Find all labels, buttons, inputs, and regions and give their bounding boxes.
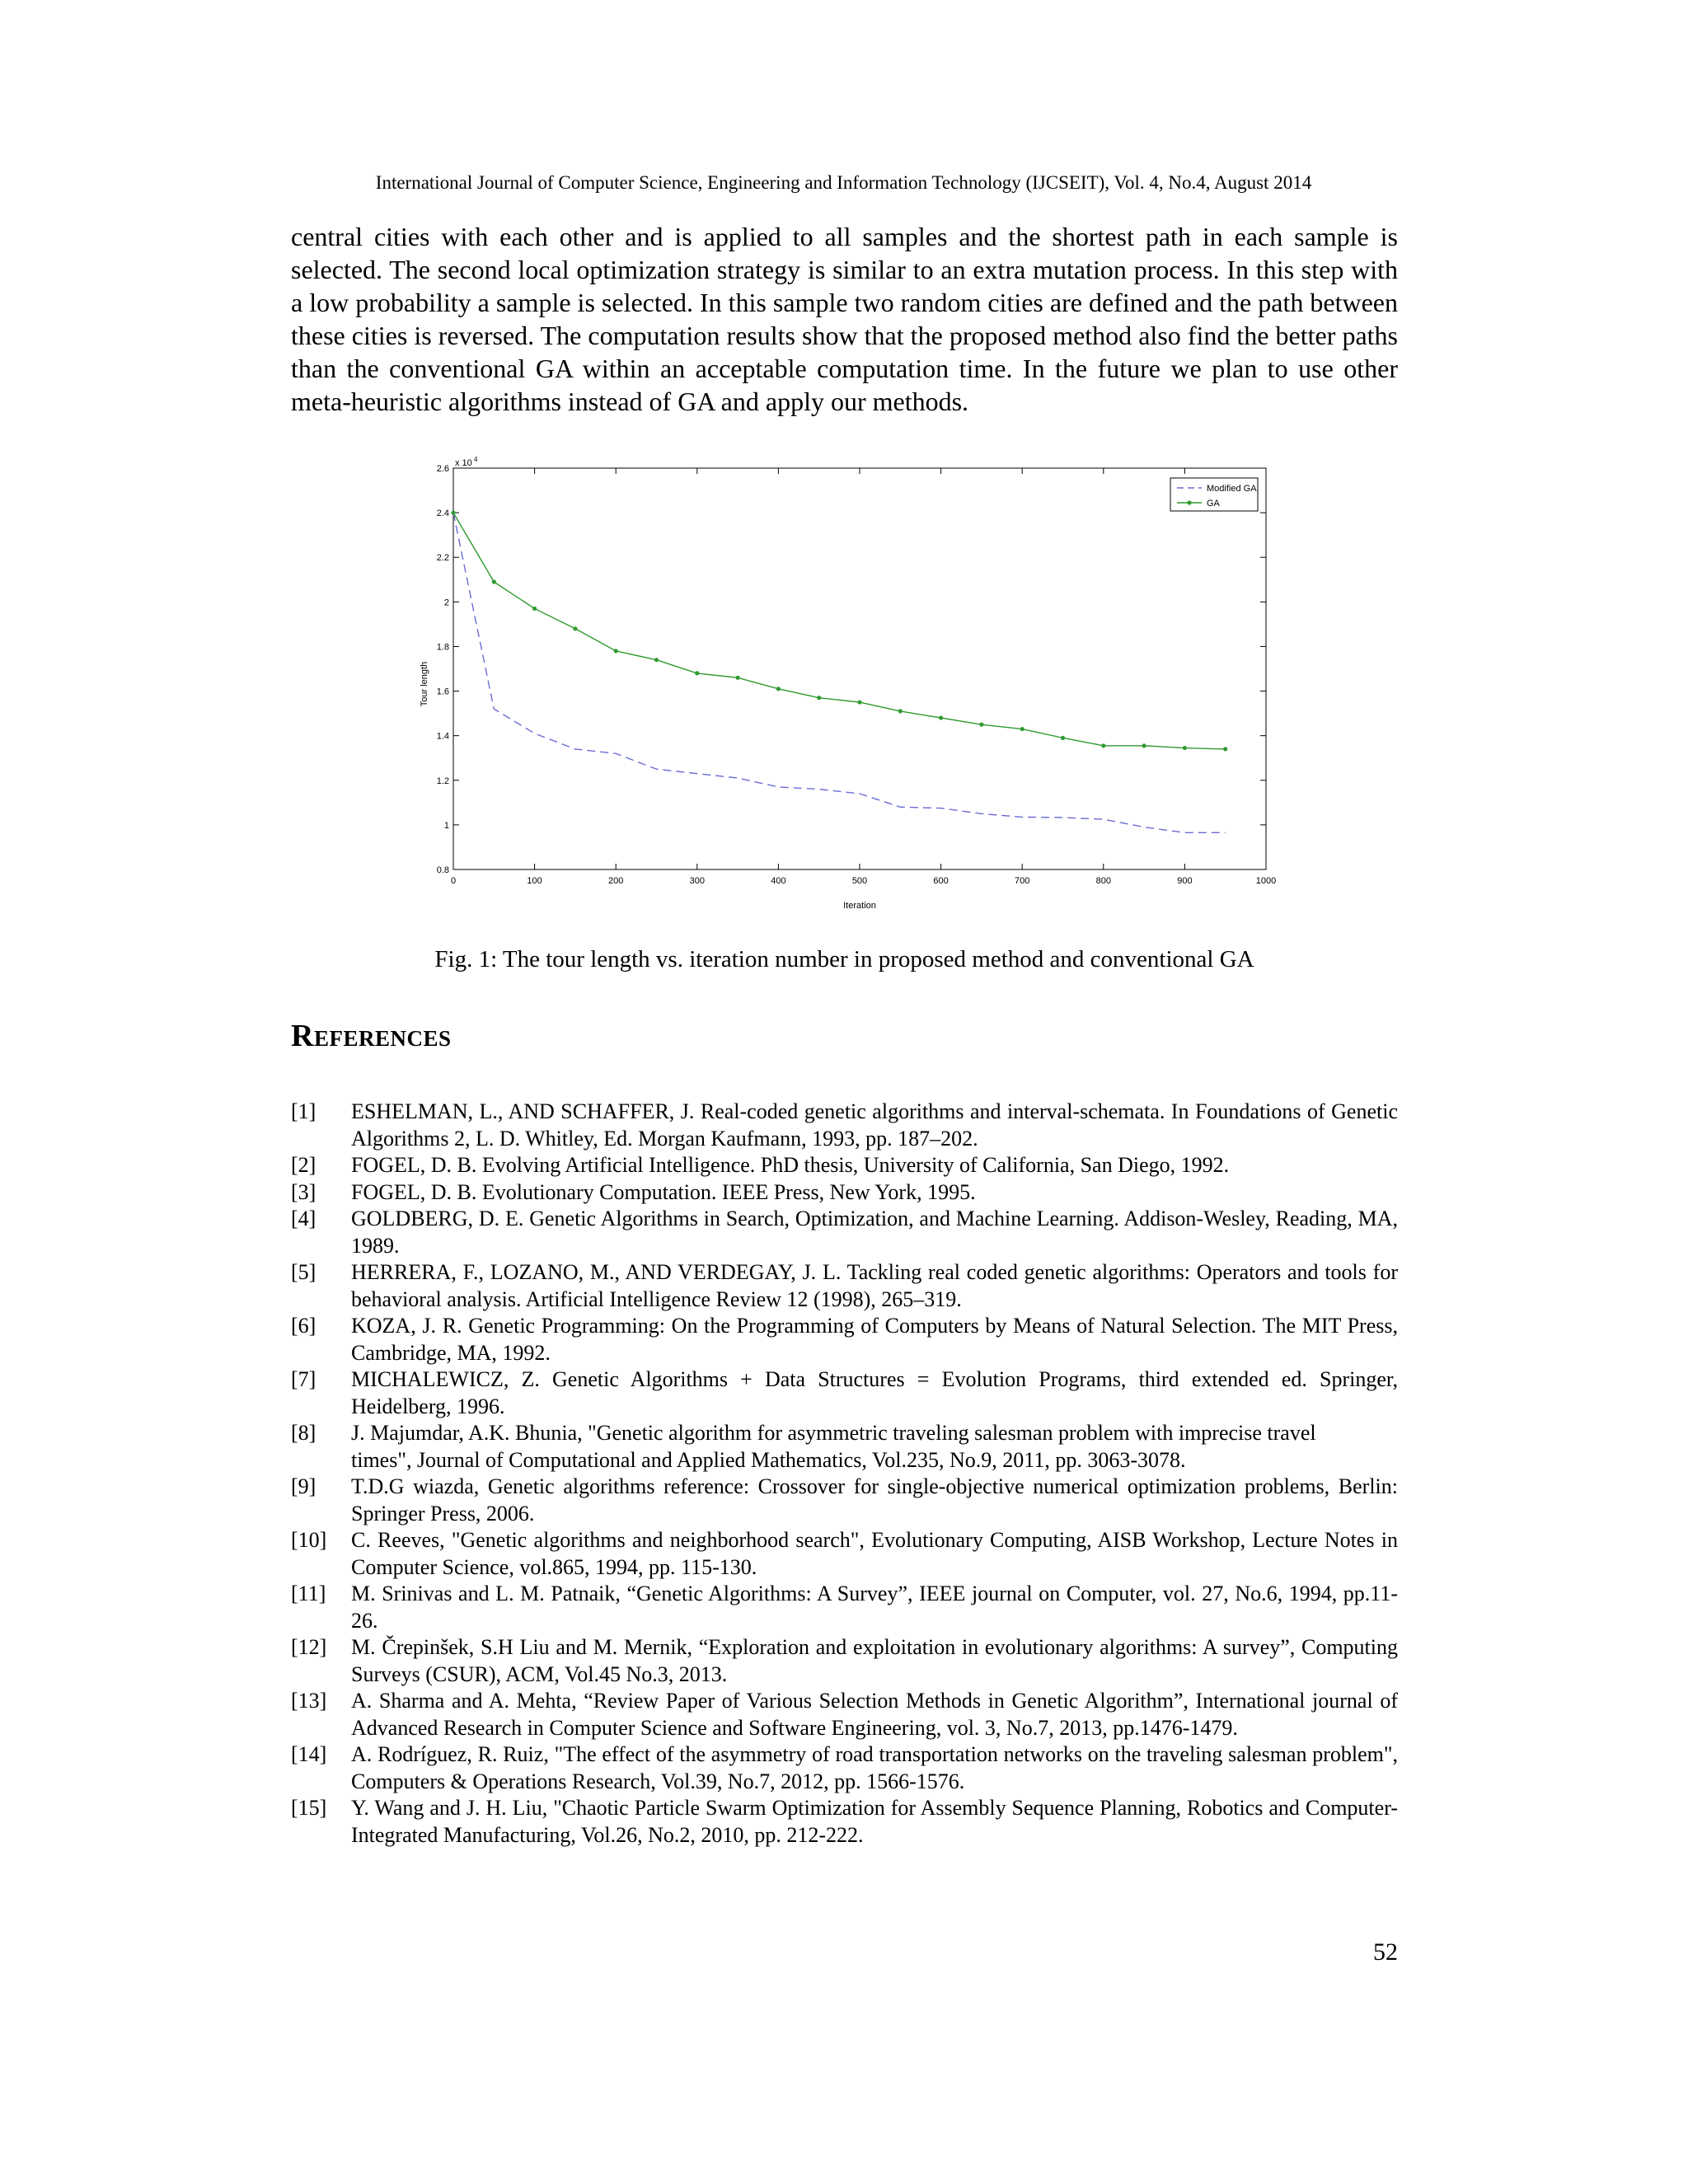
reference-text: M. Srinivas and L. M. Patnaik, “Genetic Algorithms: A Survey”, IEEE journal on Computer, vol. 27, No.6, 1994, pp.11-26. <box>351 1582 1398 1633</box>
reference-item <box>291 1259 1398 1313</box>
x-axis-label: Iteration <box>843 901 876 911</box>
reference-item <box>291 1688 1398 1741</box>
x-tick-label: 900 <box>1177 876 1193 886</box>
x-tick-label: 1000 <box>1255 876 1277 886</box>
x-tick-label: 600 <box>933 876 949 886</box>
y-tick-label: 2.6 <box>436 464 449 474</box>
reference-item <box>291 1179 1398 1207</box>
page-number: 52 <box>1373 1938 1398 1966</box>
reference-number: [4] <box>291 1207 316 1230</box>
reference-number: [14] <box>291 1742 327 1766</box>
figure-1 <box>412 456 1302 923</box>
data-point <box>817 696 821 700</box>
reference-text: M. Črepinšek, S.H Liu and M. Mernik, “Exploration and exploitation in evolutionary algorithms: A survey”, Computing Surveys (CSUR), ACM, Vol.45 No.3, 2013. <box>351 1635 1398 1686</box>
data-point <box>451 511 455 515</box>
reference-text: GOLDBERG, D. E. Genetic Algorithms in Search, Optimization, and Machine Learning. Addison-Wesley, Reading, MA, 1989. <box>351 1207 1398 1258</box>
reference-text: Y. Wang and J. H. Liu, "Chaotic Particle Swarm Optimization for Assembly Sequence Planning, Robotics and Computer-Integrated Manufacturing, Vol.26, No.2, 2010, pp. 212-222. <box>351 1796 1398 1847</box>
reference-number: [13] <box>291 1689 327 1713</box>
reference-number: [3] <box>291 1179 316 1204</box>
legend-marker-ga <box>1187 500 1191 504</box>
data-point <box>695 671 699 675</box>
data-point <box>1020 727 1025 731</box>
running-header: International Journal of Computer Science, Engineering and Information Technology (IJCSEIT), Vol. 4, No.4, August 2014 <box>375 172 1312 193</box>
data-point <box>736 676 740 680</box>
reference-number: [2] <box>291 1153 316 1177</box>
reference-text: KOZA, J. R. Genetic Programming: On the Programming of Computers by Means of Natural Selection. The MIT Press, Cambridge, MA, 1992. <box>351 1314 1398 1365</box>
data-point <box>614 649 618 653</box>
x-tick-label: 800 <box>1095 876 1111 886</box>
y-tick-label: 1.8 <box>436 642 449 653</box>
reference-number: [1] <box>291 1099 316 1123</box>
reference-number: [15] <box>291 1796 327 1820</box>
intro-paragraph: central cities with each other and is applied to all samples and the shortest path in each sample is selected. The second local optimization strategy is similar to an extra mutation process. In this step with a low probability a sample is selected. In this sample two random cities are defined and the path between these cities is reversed. The computation results show that the proposed method also find the better paths than the conventional GA within an acceptable computation time. In the future we plan to use other meta-heuristic algorithms instead of GA and apply our methods. <box>291 222 1398 416</box>
reference-text: ESHELMAN, L., AND SCHAFFER, J. Real-coded genetic algorithms and interval-schemata. In Foundations of Genetic Algorithms 2, L. D. Whitley, Ed. Morgan Kaufmann, 1993, pp. 187–202. <box>351 1099 1398 1151</box>
reference-item <box>291 1581 1398 1634</box>
x-tick-label: 300 <box>689 876 705 886</box>
reference-text: A. Sharma and A. Mehta, “Review Paper of Various Selection Methods in Genetic Algorithm”, International journal of Advanced Research in Computer Science and Software Engineering, vol. 3, No.7, 2013, pp.1476-1479. <box>351 1689 1398 1740</box>
y-tick-label: 1.6 <box>436 687 449 697</box>
x-tick-label: 700 <box>1015 876 1030 886</box>
reference-number: [7] <box>291 1367 316 1391</box>
references-heading: References <box>291 1019 452 1053</box>
y-tick-label: 1 <box>443 820 449 831</box>
reference-text-continued: times", Journal of Computational and Applied Mathematics, Vol.235, No.9, 2011, pp. 3063-3078. <box>351 1447 1186 1472</box>
plot-area <box>453 468 1266 869</box>
reference-item <box>291 1152 1398 1179</box>
y-tick-label: 2 <box>443 598 449 608</box>
data-point <box>939 715 943 719</box>
reference-number: [11] <box>291 1582 326 1605</box>
reference-number: [12] <box>291 1635 327 1659</box>
reference-number: [6] <box>291 1314 316 1338</box>
legend <box>1170 478 1258 511</box>
tour-length-chart <box>412 456 1302 923</box>
x-tick-label: 0 <box>450 876 457 886</box>
reference-text: FOGEL, D. B. Evolutionary Computation. IEEE Press, New York, 1995. <box>351 1179 976 1204</box>
reference-text: A. Rodríguez, R. Ruiz, "The effect of the asymmetry of road transportation networks on the traveling salesman problem", Computers & Operations Research, Vol.39, No.7, 2012, pp. 1566-1576. <box>351 1742 1398 1793</box>
reference-item <box>291 1420 1398 1474</box>
figure-caption: Fig. 1: The tour length vs. iteration number in proposed method and conventional GA <box>434 946 1254 972</box>
y-scale-exponent: 4 <box>474 456 478 463</box>
reference-text: HERRERA, F., LOZANO, M., AND VERDEGAY, J. L. Tackling real coded genetic algorithms: Operators and tools for behavioral analysis. Artificial Intelligence Review 12 (1998), 265–319. <box>351 1260 1398 1311</box>
data-point <box>532 607 537 611</box>
reference-item <box>291 1474 1398 1527</box>
x-tick-label: 500 <box>851 876 868 886</box>
reference-item <box>291 1527 1398 1581</box>
reference-text: MICHALEWICZ, Z. Genetic Algorithms + Data Structures = Evolution Programs, third extended ed. Springer, Heidelberg, 1996. <box>351 1367 1398 1418</box>
x-tick-label: 100 <box>527 876 542 886</box>
data-point <box>1142 743 1146 748</box>
reference-text: T.D.G wiazda, Genetic algorithms reference: Crossover for single-objective numerical optimization problems, Berlin: Springer Press, 2006. <box>351 1474 1398 1526</box>
reference-number: [5] <box>291 1260 316 1284</box>
x-tick-label: 400 <box>771 876 786 886</box>
reference-item <box>291 1099 1398 1152</box>
reference-text: J. Majumdar, A.K. Bhunia, "Genetic algorithm for asymmetric traveling salesman problem with imprecise travel <box>351 1421 1316 1445</box>
reference-item <box>291 1206 1398 1259</box>
data-point <box>1061 736 1065 740</box>
reference-text: C. Reeves, "Genetic algorithms and neighborhood search", Evolutionary Computing, AISB Workshop, Lecture Notes in Computer Science, vol.865, 1994, pp. 115-130. <box>351 1528 1398 1579</box>
data-point <box>979 723 983 727</box>
x-tick-label: 200 <box>608 876 624 886</box>
reference-item <box>291 1313 1398 1366</box>
y-tick-label: 1.4 <box>436 731 449 742</box>
y-tick-label: 2.2 <box>436 553 449 564</box>
y-tick-label: 2.4 <box>436 509 449 519</box>
data-point <box>573 626 577 630</box>
data-point <box>492 579 496 583</box>
data-point <box>857 700 861 704</box>
data-point <box>898 709 903 713</box>
reference-number: [8] <box>291 1421 316 1445</box>
reference-number: [10] <box>291 1528 327 1552</box>
reference-item <box>291 1366 1398 1420</box>
data-point <box>1223 747 1227 751</box>
data-point <box>1183 746 1187 750</box>
reference-number: [9] <box>291 1474 316 1498</box>
references-list <box>291 1099 1398 1849</box>
reference-item <box>291 1795 1398 1849</box>
data-point <box>776 687 781 691</box>
reference-text: FOGEL, D. B. Evolving Artificial Intelligence. PhD thesis, University of California, San Diego, 1992. <box>351 1153 1230 1177</box>
reference-item <box>291 1634 1398 1688</box>
y-tick-label: 0.8 <box>436 865 449 875</box>
data-point <box>654 658 659 662</box>
legend-label-modified-ga: Modified GA <box>1207 484 1257 494</box>
legend-label-ga: GA <box>1207 499 1220 509</box>
data-point <box>1101 743 1105 748</box>
y-tick-label: 1.2 <box>436 776 449 786</box>
reference-item <box>291 1741 1398 1795</box>
y-scale-note: x 10 <box>455 458 472 468</box>
y-axis-label: Tour length <box>420 661 429 707</box>
